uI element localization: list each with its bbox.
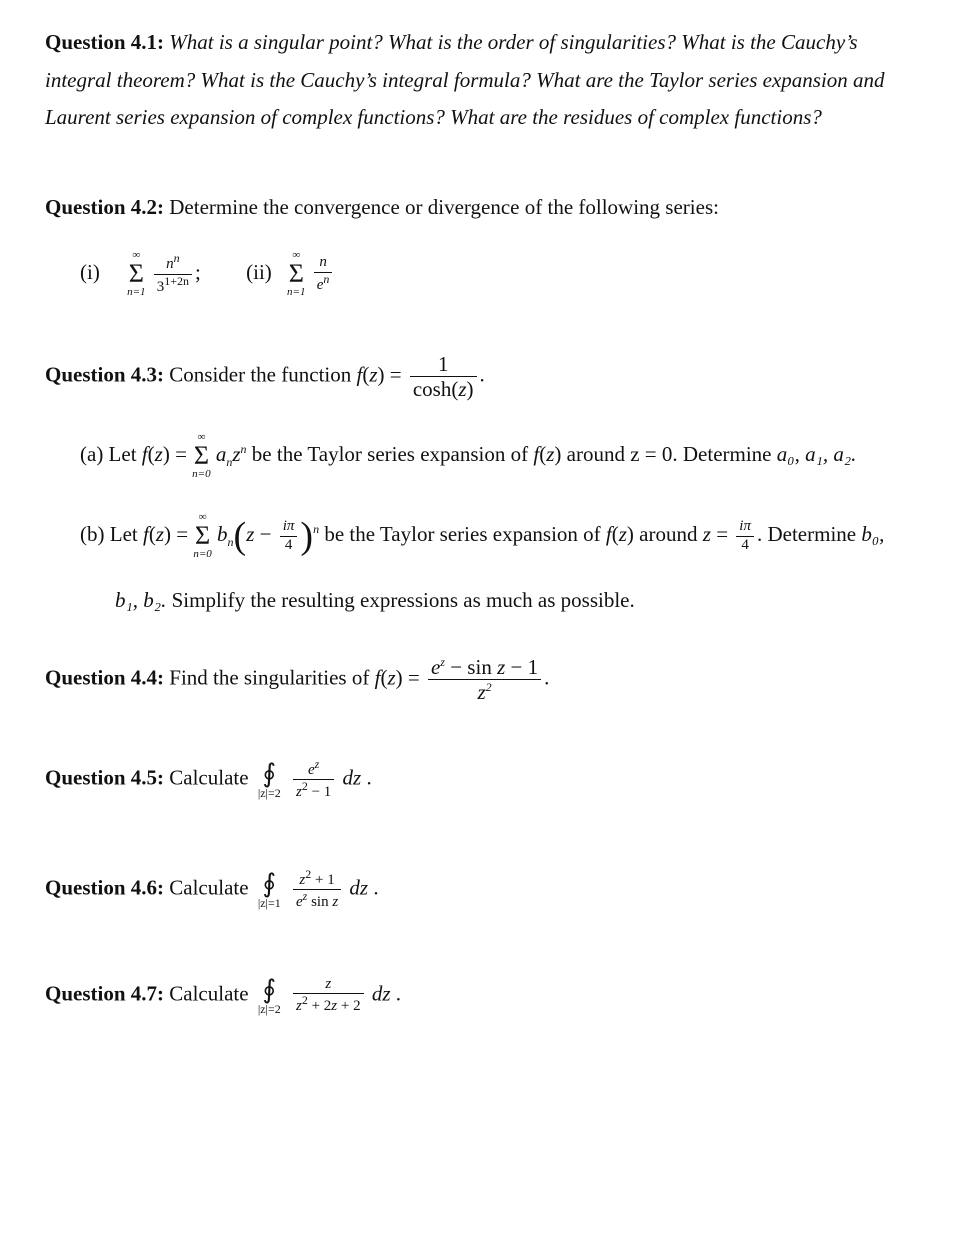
sum-symbol: ∞ Σ n=1 [127,249,146,298]
part-b-determine: . Determine [756,521,857,546]
part-a-coefficients: a₀, a₁, a₂. [776,441,857,466]
part-a-label: (a) Let [80,441,137,466]
part-b-text: be the Taylor series expansion of [324,521,601,546]
sum-symbol: ∞ Σ n=0 [192,431,211,480]
question-4-5: Question 4.5: Calculate ∮ |z|=2 $\frac{e^z}{z^2 - 1}$ dz . [45,757,372,801]
question-4-3-part-b-line2 [115,588,635,613]
part-a-point: z = 0. Determine [630,441,772,466]
part-b-coefficient-0: b₀, [861,521,885,546]
sum-symbol: ∞ Σ n=0 [193,511,212,560]
contour-integral-symbol: ∮ |z|=2 [257,974,281,1016]
series-item-2-label: (ii) [246,259,272,284]
series-1-fraction: $\frac{n^n}{3^{1+2n}}$ [154,252,192,296]
series-items: (i) ∞ Σ n=1 $\frac{n^n}{3^{1+2n}}$ ; (ii) ∞ Σ n=1 $\frac{n}{e^n}$ [80,250,335,298]
question-text: Determine the convergence or divergence of the following series: [169,195,719,219]
integrand-fraction: $\frac{z^2 + 1}{e^z \sin z}$ [293,868,341,912]
question-4-4: Question 4.4: Find the singularities of f(z) = $\frac{e^z - \sin z - 1}{z^2}$ . [45,655,550,705]
function-fraction: $\frac{1}{\cosh(z)}$ [410,352,477,401]
question-4-1-line1 [45,30,858,55]
question-label: Question 4.4: [45,665,165,690]
question-4-3-part-a: (a) Let f(z) = ∞ Σ n=0 $a_nz^n$ be the Taylor series expansion of f(z) around z = 0. Determine a₀, a₁, a₂. [80,431,857,480]
contour-integral-symbol: ∮ |z|=1 [257,868,281,910]
question-4-3-part-b: (b) Let f(z) = ∞ Σ n=0 $b_n(z$ − $\frac{i\pi}{4}$ )$^n$ be the Taylor series expansion of f(z) around z = $\frac{i\pi}{4}$ . Determine b₀, [80,511,885,560]
part-a-around: around [566,441,625,466]
part-b-around: around [639,521,698,546]
singularity-fraction: $\frac{e^z - \sin z - 1}{z^2}$ [428,655,541,704]
sum-symbol: ∞ Σ n=1 [287,249,306,298]
contour-integral-symbol: ∮ |z|=2 [257,758,281,800]
question-4-6: Question 4.6: Calculate ∮ |z|=1 $\frac{z^2 + 1}{e^z \sin z}$ dz . [45,867,379,911]
part-b-instruction: Simplify the resulting expressions as much as possible. [171,588,635,612]
question-text: Calculate [169,875,249,900]
question-4-1-line2: integral theorem? What is the Cauchy’s integral formula? What are the Taylor series expansion and [45,68,885,92]
question-label: Question 4.1: [45,30,165,54]
question-4-2 [45,195,719,220]
question-text: Calculate [169,981,249,1006]
question-label: Question 4.2: [45,195,165,219]
question-label: Question 4.7: [45,981,165,1006]
ipi-over-4-fraction: $\frac{i\pi}{4}$ [736,518,754,554]
series-2-fraction: $\frac{n}{e^n}$ [314,254,333,294]
part-a-text: be the Taylor series expansion of [251,441,529,466]
integrand-fraction: $\frac{e^z}{z^2 - 1}$ [293,758,334,802]
question-text: Consider the function [169,362,352,387]
question-4-1-line3: Laurent series expansion of complex functions? What are the residues of complex functions? [45,105,822,129]
question-4-7: Question 4.7: Calculate ∮ |z|=2 $\frac{z}{z^2 + 2z + 2}$ dz . [45,974,402,1016]
question-4-3: Question 4.3: Consider the function f(z) = $\frac{1}{\cosh(z)}$ . [45,352,485,402]
part-b-label: (b) Let [80,521,138,546]
question-text: Calculate [169,765,249,790]
question-text: Find the singularities of [169,665,370,690]
question-label: Question 4.6: [45,875,165,900]
question-label: Question 4.5: [45,765,165,790]
integrand-fraction: $\frac{z}{z^2 + 2z + 2}$ [293,976,364,1016]
ipi-over-4-fraction: $\frac{i\pi}{4}$ [280,518,298,554]
series-item-1-label: (i) [80,259,100,284]
question-label: Question 4.3: [45,362,165,387]
question-text: What is a singular point? What is the order of singularities? What is the Cauchy’s [169,30,858,54]
part-b-coefficients: b₁, b₂. [115,588,167,612]
